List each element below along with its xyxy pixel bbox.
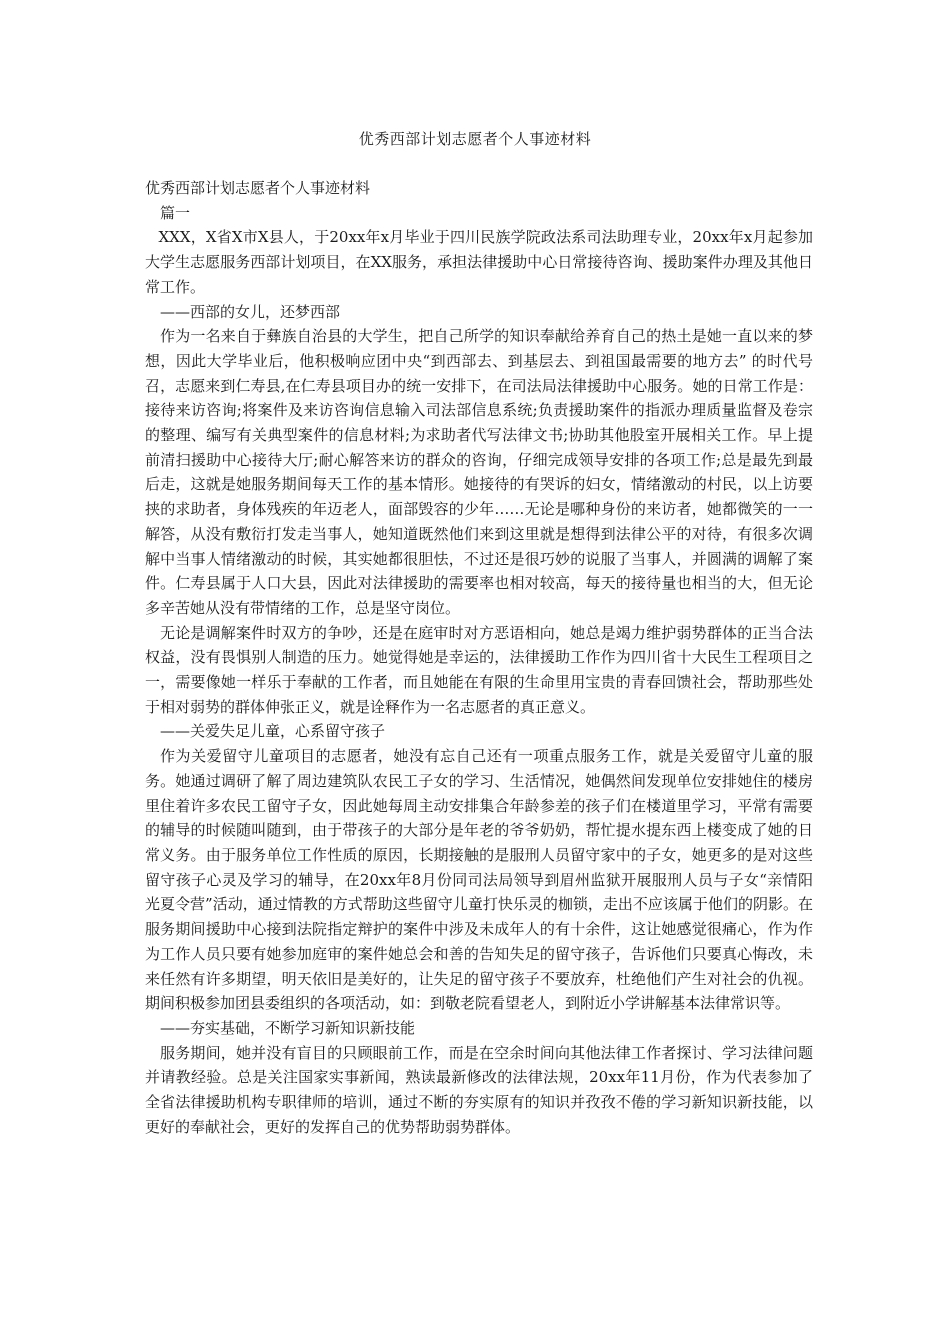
document-title: 优秀西部计划志愿者个人事迹材料	[358, 130, 592, 148]
section-label: 篇一	[160, 203, 191, 222]
section-heading-3: ——夯实基础，不断学习新知识新技能	[160, 1018, 416, 1037]
paragraph-4: 服务期间，她并没有盲目的只顾眼前工作，而是在空余时间向其他法律工作者探讨、学习法律问题并请教经验。总是关注国家实事新闻，熟读最新修改的法律法规，20xx年11月份，作为代表参加了全省法律援助机构专职律师的培训，通过不断的夯实原有的知识并孜孜不倦的学习新知识新技能，以更好的奉献社会，更好的发挥自己的优势帮助弱势群体。	[145, 1043, 813, 1136]
intro-paragraph: XXX，X省X市X县人，于20xx年x月毕业于四川民族学院政法系司法助理专业，20xx年x月起参加大学生志愿服务西部计划项目，在XX服务，承担法律援助中心日常接待咨询、援助案件办理及其他日常工作。	[145, 228, 813, 296]
document-subtitle: 优秀西部计划志愿者个人事迹材料	[145, 179, 371, 197]
paragraph-3: 作为关爱留守儿童项目的志愿者，她没有忘自己还有一项重点服务工作，就是关爱留守儿童的服务。她通过调研了解了周边建筑队农民工子女的学习、生活情况，她偶然间发现单位安排她住的楼房里住着许多农民工留守子女，因此她每周主动安排集合年龄参差的孩子们在楼道里学习，平常有需要的辅导的时候随叫随到，由于带孩子的大部分是年老的爷爷奶奶，帮忙提水提东西上楼变成了她的日常义务。由于服务单位工作性质的原因，长期接触的是服刑人员留守家中的子女，她更多的是对这些留守孩子心灵及学习的辅导，在20xx年8月份同司法局领导到眉州监狱开展服刑人员与子女“亲情阳光夏令营”活动，通过情教的方式帮助这些留守儿童打快乐灵的枷锁，走出不应该属于他们的阴影。在服务期间援助中心接到法院指定辩护的案件中涉及未成年人的有十余件，这让她感觉很痛心，作为作为工作人员只要有她参加庭审的案件她总会和善的告知失足的留守孩子，告诉他们只要真心悔改，未来任然有许多期望，明天依旧是美好的，让失足的留守孩子不要放弃，杜绝他们产生对社会的仇视。期间积极参加团县委组织的各项活动，如：到敬老院看望老人，到附近小学讲解基本法律常识等。	[145, 747, 813, 1013]
paragraph-1: 作为一名来自于彝族自治县的大学生，把自己所学的知识奉献给养育自己的热土是她一直以来的梦想，因此大学毕业后，他积极响应团中央“到西部去、到基层去、到祖国最需要的地方去” 的时代号召，志愿来到仁寿县,在仁寿县项目办的统一安排下，在司法局法律援助中心服务。她的日常工作是：接待来访咨询;将案件及来访咨询信息输入司法部信息系统;负责援助案件的指派办理质量监督及卷宗的整理、编写有关典型案件的信息材料;为求助者代写法律文书;协助其他股室开展相关工作。早上提前清扫援助中心接待大厅;耐心解答来访的群众的咨询，仔细完成领导安排的各项工作;总是最先到最后走，这就是她服务期间每天工作的基本情形。她接待的有哭诉的妇女，情绪激动的村民，以上访要挟的求助者，身体残疾的年迈老人，面部毁容的少年……无论是哪种身份的来访者，她都微笑的一一解答，从没有敷衍打发走当事人，她知道既然他们来到这里就是想得到法律公平的对待，有很多次调解中当事人情绪激动的时候，其实她都很胆怯，不过还是很巧妙的说服了当事人，并圆满的调解了案件。仁寿县属于人口大县，因此对法律援助的需要率也相对较高，每天的接待量也相当的大，但无论多辛苦她从没有带情绪的工作，总是坚守岗位。	[145, 327, 813, 617]
section-heading-1: ——西部的女儿，还梦西部	[160, 302, 341, 321]
section-heading-2: ——关爱失足儿童，心系留守孩子	[160, 722, 386, 741]
paragraph-2: 无论是调解案件时双方的争吵，还是在庭审时对方恶语相向，她总是竭力维护弱势群体的正当合法权益，没有畏惧别人制造的压力。她觉得她是幸运的，法律援助工作作为四川省十大民生工程项目之一，需要像她一样乐于奉献的工作者，而且她能在有限的生命里用宝贵的青春回馈社会，帮助那些处于相对弱势的群体伸张正义，就是诠释作为一名志愿者的真正意义。	[145, 623, 813, 716]
document-body	[145, 176, 813, 1139]
